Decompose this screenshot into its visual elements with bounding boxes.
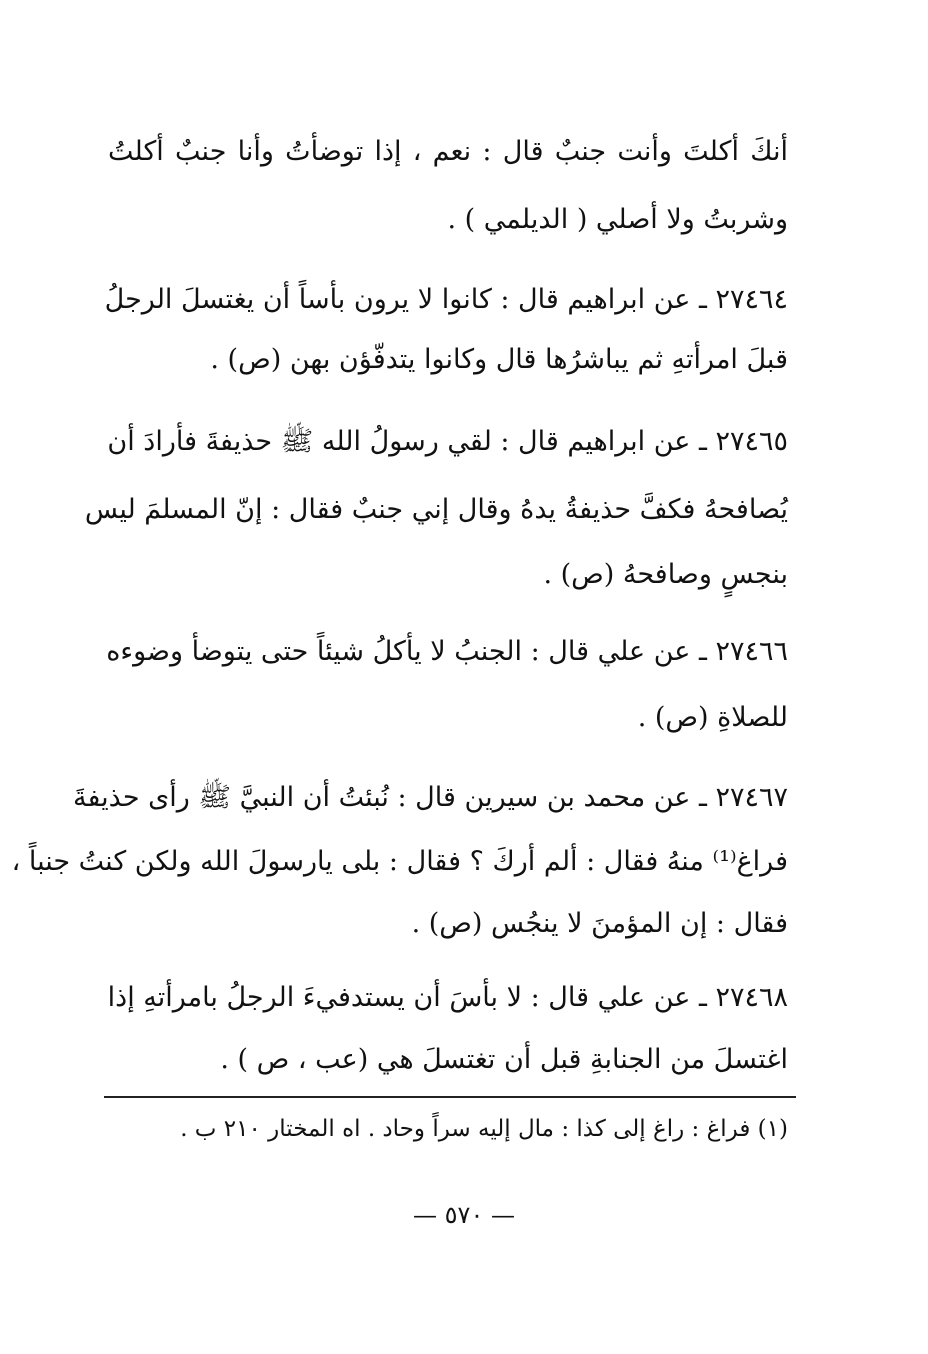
paragraph-27466-line-1: ٢٧٤٦٦ ـ عن علي قال : الجنبُ لا يأكلُ شيئاً حتى يتوضأ وضوءه	[106, 636, 788, 667]
paragraph-27466-line-2: للصلاةِ (ص) .	[637, 702, 788, 733]
page-number: — ٥٧٠ —	[413, 1201, 515, 1229]
paragraph-1-line-1: أنكَ أكلتَ وأنت جنبٌ قال : نعم ، إذا توضأتُ وأنا جنبٌ أكلتُ	[108, 136, 788, 167]
footnote-divider	[104, 1096, 796, 1098]
paragraph-27467-line-2: فراغ⁽¹⁾ منهُ فقال : ألم أركَ ؟ فقال : بلى يارسولَ الله ولكن كنتُ جنباً ،	[11, 846, 788, 877]
paragraph-27467-line-3: فقال : إن المؤمنَ لا ينجُس (ص) .	[411, 908, 788, 939]
paragraph-27468-line-2: اغتسلَ من الجنابةِ قبل أن تغتسلَ هي (عب ، ص ) .	[220, 1044, 788, 1075]
paragraph-27464-line-2: قبلَ امرأتهِ ثم يباشرُها قال وكانوا يتدفّؤن بهن (ص) .	[210, 344, 788, 375]
paragraph-27464-line-1: ٢٧٤٦٤ ـ عن ابراهيم قال : كانوا لا يرون بأساً أن يغتسلَ الرجلُ	[104, 284, 788, 315]
footnote: (١) فراغ : راغ إلى كذا : مال إليه سراً وحاد . اه المختار ٢١٠ ب .	[180, 1116, 788, 1142]
paragraph-27465-line-3: بنجسٍ وصافحهُ (ص) .	[543, 559, 788, 590]
paragraph-27468-line-1: ٢٧٤٦٨ ـ عن علي قال : لا بأسَ أن يستدفيءَ الرجلُ بامرأتهِ إذا	[107, 982, 788, 1013]
paragraph-27465-line-2: يُصافحهُ فكفَّ حذيفةُ يدهُ وقال إني جنبٌ فقال : إنّ المسلمَ ليس	[84, 494, 788, 525]
paragraph-1-line-2: وشربتُ ولا أصلي ( الديلمي ) .	[447, 204, 788, 235]
paragraph-27467-line-1: ٢٧٤٦٧ ـ عن محمد بن سيرين قال : نُبئتُ أن النبيَّ ﷺ رأى حذيفةَ	[73, 782, 788, 813]
paragraph-27465-line-1: ٢٧٤٦٥ ـ عن ابراهيم قال : لقي رسولُ الله ﷺ حذيفةَ فأرادَ أن	[107, 426, 788, 457]
